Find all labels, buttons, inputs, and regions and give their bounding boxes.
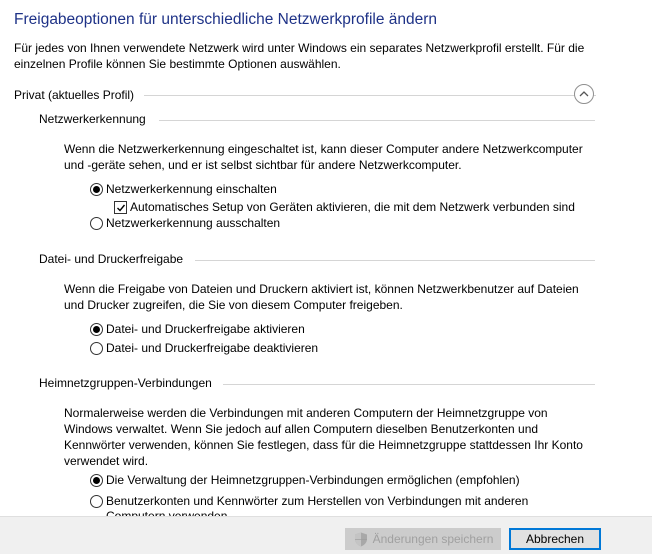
section-heading: Datei- und Druckerfreigabe [39, 252, 189, 266]
chevron-up-icon [579, 90, 589, 98]
page-title: Freigabeoptionen für unterschiedliche Netzwerkprofile ändern [14, 11, 438, 28]
section-heading: Netzwerkerkennung [39, 112, 152, 126]
divider [195, 260, 595, 261]
homegroup-description: Normalerweise werden die Verbindungen mit anderen Computern der Heimnetzgruppe von Windows verwaltet. Wenn Sie jedoch auf allen Computern dieselben Benutzerkonten und Kennwörter verwenden, können Sie festlegen, dass für die Heimnetzgruppe stattdessen Ihr Konto verwendet wird. [64, 406, 583, 468]
profile-group-header [14, 88, 596, 104]
section-heading: Heimnetzgruppen-Verbindungen [39, 376, 218, 390]
homegroup-header [39, 376, 595, 392]
divider [159, 120, 595, 121]
profile-label: Privat (aktuelles Profil) [14, 88, 140, 102]
radio-button-checked[interactable] [90, 323, 103, 336]
radio-button-checked[interactable] [90, 183, 103, 196]
radio-label: Datei- und Druckerfreigabe aktivieren [106, 322, 305, 336]
network-discovery-header [39, 112, 595, 128]
radio-label: Die Verwaltung der Heimnetzgruppen-Verbindungen ermöglichen (empfohlen) [106, 473, 520, 487]
radio-label: Netzwerkerkennung einschalten [106, 182, 277, 196]
footer-bar [0, 516, 652, 554]
checkmark-icon [116, 203, 126, 213]
radio-label: Netzwerkerkennung ausschalten [106, 216, 281, 230]
network-discovery-description: Wenn die Netzwerkerkennung eingeschaltet ist, kann dieser Computer andere Netzwerkcomputer und -geräte sehen, und er ist selbst sichtbar für andere Netzwerkcomputer. [64, 142, 583, 172]
divider [144, 95, 596, 96]
cancel-button[interactable]: Abbrechen [509, 528, 601, 550]
collapse-button[interactable] [574, 84, 594, 104]
radio-button[interactable] [90, 495, 103, 508]
save-label: Änderungen speichern [372, 532, 494, 546]
uac-shield-icon [354, 532, 368, 547]
radio-button[interactable] [90, 217, 103, 230]
divider [223, 384, 595, 385]
checkbox-label: Automatisches Setup von Geräten aktivieren, die mit dem Netzwerk verbunden sind [130, 200, 575, 214]
radio-button[interactable] [90, 342, 103, 355]
file-printer-sharing-description: Wenn die Freigabe von Dateien und Druckern aktiviert ist, können Netzwerkbenutzer auf Dateien und Drucker zugreifen, die Sie von diesem Computer freigeben. [64, 282, 579, 312]
intro-text: Für jedes von Ihnen verwendete Netzwerk wird unter Windows ein separates Netzwerkprofil erstellt. Für die einzelnen Profile können Sie bestimmte Optionen auswählen. [14, 41, 585, 71]
radio-label: Datei- und Druckerfreigabe deaktivieren [106, 341, 319, 355]
radio-button-checked[interactable] [90, 474, 103, 487]
radio-label: Benutzerkonten und Kennwörter zum Herstellen von Verbindungen mit anderen [106, 494, 529, 508]
checkbox-checked[interactable] [114, 201, 127, 214]
file-printer-sharing-header [39, 252, 595, 268]
save-changes-button[interactable] [345, 528, 501, 550]
